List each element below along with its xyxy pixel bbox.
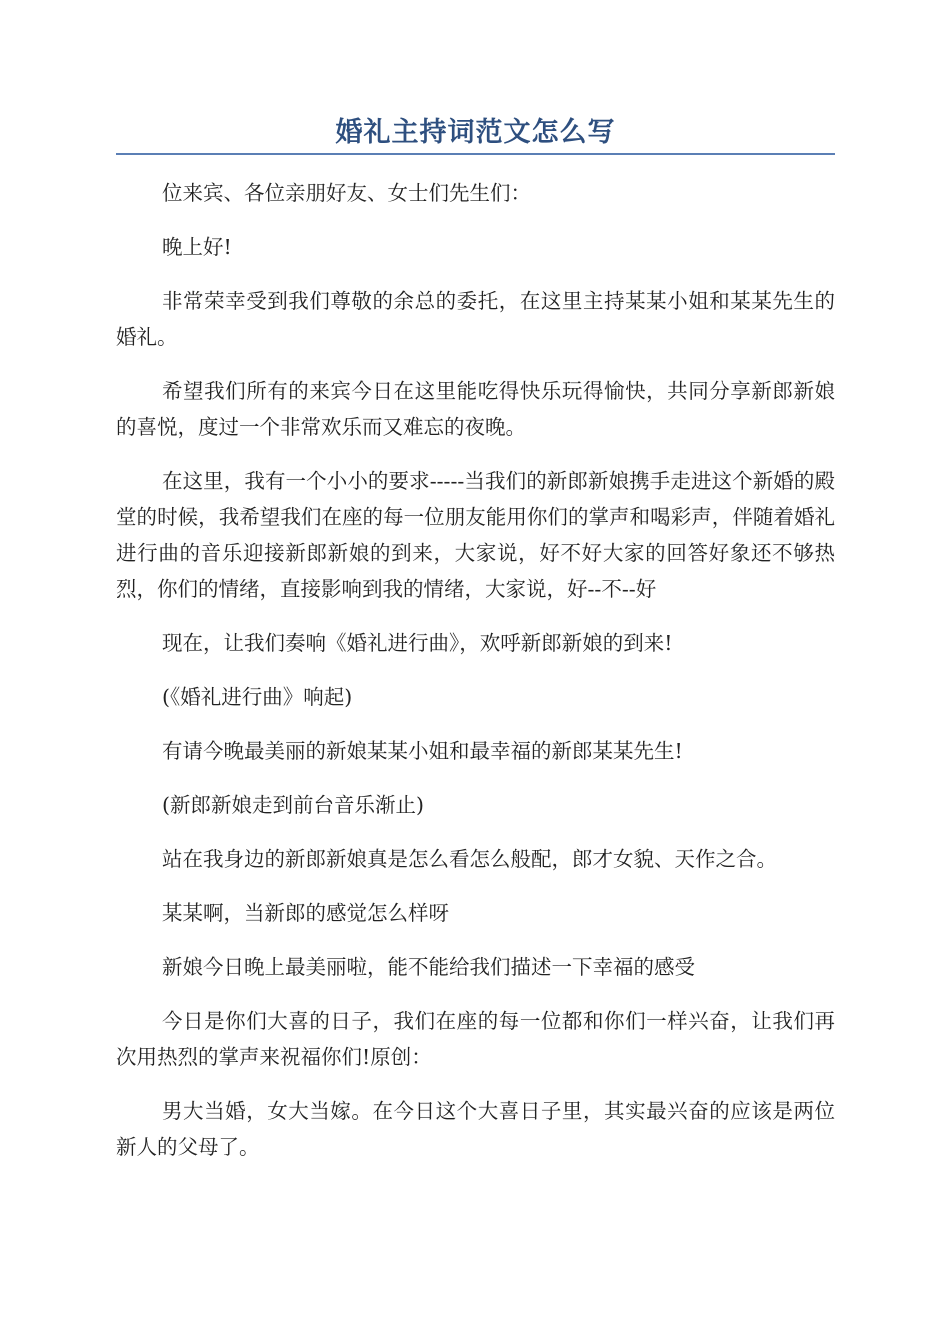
paragraph-request: 在这里，我有一个小小的要求-----当我们的新郎新娘携手走进这个新婚的殿堂的时候，我希望我们在座的每一位朋友能用你们的掌声和喝彩声，伴随着婚礼进行曲的音乐迎接新郎新娘的到来，大家说，好不好大家的回答好象还不够热烈，你们的情绪，直接影响到我的情绪，大家说，好--不--好 <box>116 469 835 601</box>
paragraph-hope: 希望我们所有的来宾今日在这里能吃得快乐玩得愉快，共同分享新郎新娘的喜悦，度过一个非常欢乐而又难忘的夜晚。 <box>116 379 835 439</box>
paragraph-invite-couple: 有请今晚最美丽的新娘某某小姐和最幸福的新郎某某先生! <box>162 739 683 763</box>
paragraph-applause: 今日是你们大喜的日子，我们在座的每一位都和你们一样兴奋，让我们再次用热烈的掌声来祝福你们!原创： <box>116 1009 835 1069</box>
document-page <box>116 0 835 1183</box>
paragraph-perfect-match: 站在我身边的新郎新娘真是怎么看怎么般配，郎才女貌、天作之合。 <box>162 847 777 871</box>
title-underline <box>116 153 835 155</box>
paragraph-parents: 男大当婚，女大当嫁。在今日这个大喜日子里，其实最兴奋的应该是两位新人的父母了。 <box>116 1099 835 1159</box>
paragraph-greeting-guests: 位来宾、各位亲朋好友、女士们先生们： <box>162 181 531 205</box>
paragraph-wedding-march: 现在，让我们奏响《婚礼进行曲》，欢呼新郎新娘的到来! <box>162 631 673 655</box>
paragraph-honored: 非常荣幸受到我们尊敬的余总的委托，在这里主持某某小姐和某某先生的婚礼。 <box>116 289 835 349</box>
paragraph-bride-question: 新娘今日晚上最美丽啦，能不能给我们描述一下幸福的感受 <box>162 955 695 979</box>
document-body <box>116 175 835 1165</box>
document-title: 婚礼主持词范文怎么写 <box>335 117 616 148</box>
paragraph-music-stops: (新郎新娘走到前台音乐渐止) <box>162 793 424 817</box>
paragraph-groom-question: 某某啊，当新郎的感觉怎么样呀 <box>162 901 449 925</box>
paragraph-music-starts: (《婚礼进行曲》响起) <box>162 685 353 709</box>
paragraph-good-evening: 晚上好! <box>162 235 232 259</box>
